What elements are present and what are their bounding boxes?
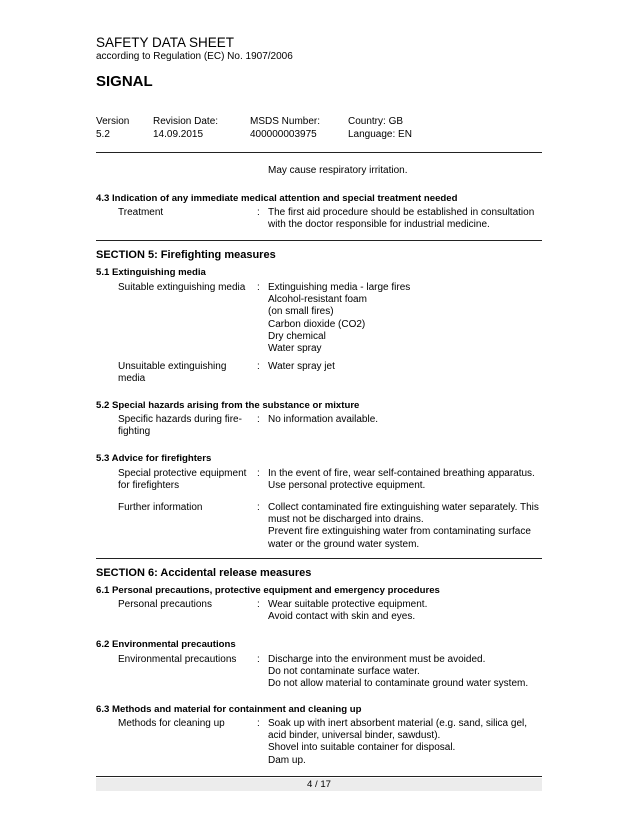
- text-line: Water spray: [268, 343, 322, 355]
- colon: :: [257, 414, 260, 425]
- text-line: water or the ground water system.: [268, 538, 420, 550]
- meta-revision: [153, 116, 218, 141]
- section-6-heading: SECTION 6: Accidental release measures: [96, 567, 312, 579]
- text-line: Use personal protective equipment.: [268, 480, 426, 492]
- footer-divider: [96, 776, 542, 777]
- meta-locale: [348, 116, 412, 141]
- environmental-precautions-label: Environmental precautions: [118, 654, 237, 665]
- text-line: Collect contaminated fire extinguishing water separately. This: [268, 502, 539, 513]
- treatment-value: [268, 207, 540, 231]
- colon: :: [257, 654, 260, 665]
- protective-equipment-value: [268, 468, 540, 492]
- document-title: SAFETY DATA SHEET: [96, 35, 235, 50]
- continued-text: May cause respiratory irritation.: [268, 165, 408, 176]
- text-line: Unsuitable extinguishing: [118, 361, 227, 372]
- colon: :: [257, 468, 260, 479]
- version-label: Version: [96, 116, 130, 127]
- environmental-precautions-value: [268, 654, 540, 691]
- personal-precautions-label: Personal precautions: [118, 599, 212, 610]
- text-line: In the event of fire, wear self-contained breathing apparatus.: [268, 468, 535, 479]
- personal-precautions-value: [268, 599, 540, 623]
- suitable-media-label: Suitable extinguishing media: [118, 282, 246, 293]
- text-line: Do not allow material to contaminate ground water system.: [268, 678, 529, 690]
- colon: :: [257, 718, 260, 729]
- revision-label: Revision Date:: [153, 116, 219, 127]
- country-label: Country: GB: [348, 116, 404, 127]
- text-line: The first aid procedure should be established in consultation: [268, 207, 535, 218]
- subsection-6-1-heading: 6.1 Personal precautions, protective equipment and emergency procedures: [96, 585, 440, 596]
- further-information-label: Further information: [118, 502, 203, 513]
- text-line: Carbon dioxide (CO2): [268, 318, 366, 330]
- text-line: Avoid contact with skin and eyes.: [268, 611, 416, 623]
- colon: :: [257, 502, 260, 513]
- subsection-5-3-heading: 5.3 Advice for firefighters: [96, 453, 212, 464]
- text-line: Dam up.: [268, 754, 306, 766]
- text-line: Soak up with inert absorbent material (e.g. sand, silica gel,: [268, 718, 528, 729]
- cleaning-methods-label: Methods for cleaning up: [118, 718, 225, 729]
- colon: :: [257, 599, 260, 610]
- text-line: Discharge into the environment must be avoided.: [268, 654, 486, 665]
- text-line: media: [118, 373, 146, 385]
- subsection-4-3-heading: 4.3 Indication of any immediate medical attention and special treatment needed: [96, 193, 458, 204]
- colon: :: [257, 282, 260, 293]
- header-divider: [96, 152, 542, 153]
- text-line: Alcohol-resistant foam: [268, 294, 367, 306]
- text-line: Dry chemical: [268, 330, 326, 342]
- meta-version: [96, 116, 129, 141]
- text-line: Do not contaminate surface water.: [268, 666, 420, 678]
- version-value: 5.2: [96, 128, 110, 140]
- section-divider: [96, 558, 542, 559]
- further-information-value: [268, 502, 540, 551]
- unsuitable-media-value: Water spray jet: [268, 361, 335, 372]
- text-line: Prevent fire extinguishing water from contaminating surface: [268, 526, 531, 538]
- text-line: Specific hazards during fire-: [118, 414, 242, 425]
- text-line: for firefighters: [118, 480, 180, 492]
- text-line: fighting: [118, 426, 151, 438]
- subsection-6-2-heading: 6.2 Environmental precautions: [96, 639, 236, 650]
- subsection-5-1-heading: 5.1 Extinguishing media: [96, 267, 206, 278]
- specific-hazards-label: [118, 414, 253, 438]
- revision-value: 14.09.2015: [153, 128, 204, 140]
- section-5-heading: SECTION 5: Firefighting measures: [96, 249, 276, 261]
- text-line: must not be discharged into drains.: [268, 514, 424, 526]
- text-line: with the doctor responsible for industrial medicine.: [268, 219, 490, 231]
- text-line: Shovel into suitable container for disposal.: [268, 742, 456, 754]
- msds-label: MSDS Number:: [250, 116, 321, 127]
- unsuitable-media-label: [118, 361, 253, 385]
- text-line: Wear suitable protective equipment.: [268, 599, 428, 610]
- subsection-5-2-heading: 5.2 Special hazards arising from the substance or mixture: [96, 400, 360, 411]
- language-label: Language: EN: [348, 128, 412, 140]
- text-line: acid binder, universal binder, sawdust).: [268, 730, 441, 742]
- colon: :: [257, 361, 260, 372]
- meta-msds: [250, 116, 320, 141]
- suitable-media-value: [268, 282, 540, 355]
- text-line: Extinguishing media - large fires: [268, 282, 411, 293]
- msds-value: 400000003975: [250, 128, 317, 140]
- treatment-label: Treatment: [118, 207, 164, 218]
- colon: :: [257, 207, 260, 218]
- subsection-6-3-heading: 6.3 Methods and material for containment and cleaning up: [96, 704, 362, 715]
- text-line: (on small fires): [268, 306, 334, 318]
- specific-hazards-value: No information available.: [268, 414, 379, 425]
- section-divider: [96, 240, 542, 241]
- text-line: Special protective equipment: [118, 468, 247, 479]
- cleaning-methods-value: [268, 718, 540, 767]
- page-number: 4 / 17: [96, 778, 542, 791]
- protective-equipment-label: [118, 468, 253, 492]
- document-subtitle: according to Regulation (EC) No. 1907/2006: [96, 51, 293, 62]
- product-name: SIGNAL: [96, 73, 153, 90]
